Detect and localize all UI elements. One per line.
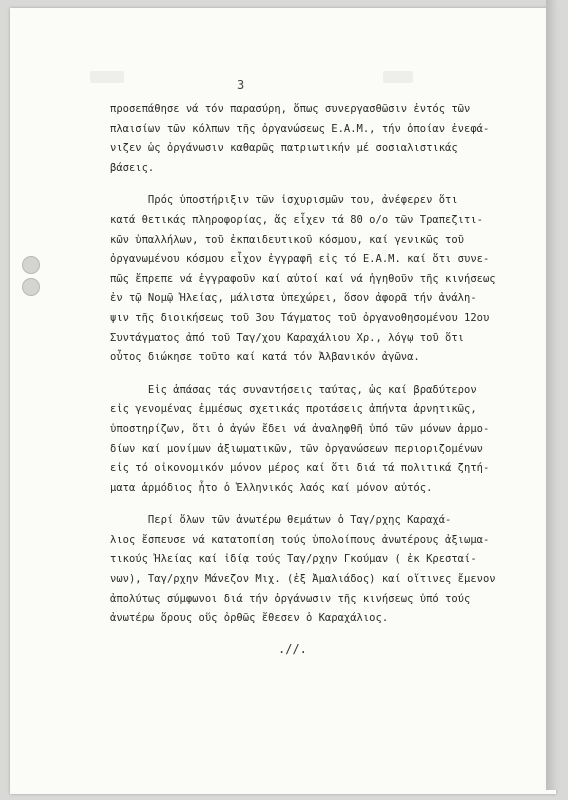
text-line: Περί ὅλων τῶν ἀνωτέρω θεμάτων ὁ Ταγ/ρχης Καραχά- (110, 514, 452, 527)
document-page (10, 8, 556, 794)
paragraph-4 (110, 511, 530, 629)
closing-mark: .//. (278, 642, 307, 656)
text-line: προσεπάθησε νά τόν παρασύρη, ὅπως συνεργασθῶσιν ἐντός τῶν (110, 103, 471, 115)
text-line: τικούς Ἠλείας καί ἰδίᾳ τούς Ταγ/ρχην Γκούμαν ( ἐκ Κρεσταί- (110, 553, 477, 566)
paragraph-2 (110, 191, 530, 367)
text-line: δίων καί μονίμων ἀξιωματικῶν, τῶν ὀργανώσεων περιοριζομένων (110, 442, 483, 455)
text-line: Εἰς ἁπάσας τάς συναντήσεις ταύτας, ὡς καί βραδύτερον (110, 383, 477, 396)
page-smudge (383, 71, 413, 83)
text-line: ψιν τῆς διοικήσεως τοῦ 3ου Τάγματος τοῦ ὀργανοθησομένου 12ου (110, 311, 490, 324)
text-line: κῶν ὑπαλλήλων, τοῦ ἐκπαιδευτικοῦ κόσμου, καί γενικῶς τοῦ (110, 233, 465, 246)
text-line: ἐν τῷ Νομῷ Ἠλείας, μάλιστα ὑπεχώρει, ὅσον ἀφορᾶ τήν ἀνάλη- (110, 292, 477, 305)
text-line: ὀργανωμένου κόσμου εἶχον ἐγγραφῆ εἰς τό Ε.Α.Μ. καί ὅτι συνε- (110, 253, 490, 266)
text-line: εἰς τό οἰκονομικόν μόνον μέρος καί ὅτι διά τά πολιτικά ζητή- (110, 462, 490, 475)
punch-hole (22, 256, 40, 274)
page-number: 3 (237, 78, 245, 92)
text-line: ἀπολύτως σύμφωνοι διά τήν ὀργάνωσιν τῆς κινήσεως ὑπό τούς (110, 592, 471, 605)
text-line: ματα ἁρμόδιος ἦτο ὁ Ἑλληνικός λαός καί μόνον αὐτός. (110, 481, 433, 494)
text-line: λιος ἔσπευσε νά κατατοπίση τούς ὑπολοίπους ἀνωτέρους ἀξιωμα- (110, 533, 490, 546)
text-line: Πρός ὑποστήριξιν τῶν ἰσχυρισμῶν του, ἀνέφερεν ὅτι (110, 194, 458, 207)
page-edge-shadow (546, 0, 558, 790)
document-body (110, 100, 530, 629)
text-line: κατά θετικάς πληροφορίας, ἅς εἶχεν τά 80 ο/ο τῶν Τραπεζιτι- (110, 213, 483, 226)
text-line: βάσεις. (110, 161, 155, 174)
text-line: πλαισίων τῶν κόλπων τῆς ὀργανώσεως Ε.Α.Μ., τήν ὁποίαν ἐνεφά- (110, 122, 490, 135)
text-line: Συντάγματος ἀπό τοῦ Ταγ/χου Καραχάλιου Χρ., λόγῳ τοῦ ὅτι (110, 331, 465, 344)
page-smudge (90, 71, 124, 83)
punch-hole (22, 278, 40, 296)
text-line: οὗτος διώκησε τοῦτο καί κατά τόν Ἀλβανικόν ἀγῶνα. (110, 351, 420, 364)
text-line: εἰς γενομένας ἐμμέσως σχετικάς προτάσεις ἀπήντα ἀρνητικῶς, (110, 403, 477, 416)
text-line: πῶς ἔπρεπε νά ἐγγραφοῦν καί αὐτοί καί νά ἡγηθοῦν τῆς κινήσεως (110, 272, 496, 285)
paragraph-1 (110, 100, 530, 178)
text-line: νιζεν ὡς ὀργάνωσιν καθαρῶς πατριωτικήν μέ σοσιαλιστικάς (110, 142, 458, 155)
text-line: νων), Ταγ/ρχην Μάνεζον Μιχ. (ἐξ Ἀμαλιάδος) καί οἵτινες ἔμενον (110, 573, 496, 586)
paragraph-3 (110, 381, 530, 499)
text-line: ὑποστηρίζων, ὅτι ὁ ἀγών ἔδει νά ἀναληφθῆ ὑπό τῶν μόνων ἁρμο- (110, 422, 490, 435)
text-line: ἀνωτέρω ὅρους οὕς ὀρθῶς ἔθεσεν ὁ Καραχάλιος. (110, 612, 389, 625)
